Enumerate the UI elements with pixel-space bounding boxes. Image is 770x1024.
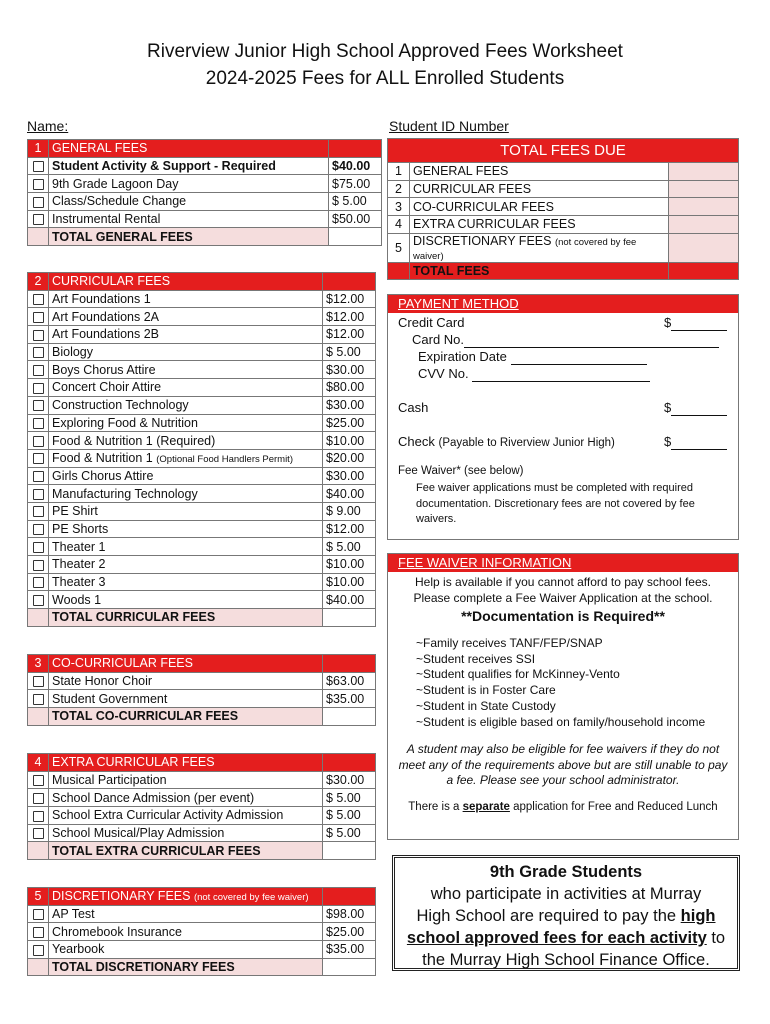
ninth-grade-line-4: the Murray High School Finance Office. — [422, 951, 710, 969]
fee-price: $12.00 — [323, 326, 376, 344]
fee-label: Biology — [49, 343, 323, 361]
name-label: Name: — [27, 118, 69, 134]
section-title: DISCRETIONARY FEES (not covered by fee waiver) — [49, 888, 323, 906]
fee-row — [28, 485, 376, 503]
fee-checkbox[interactable] — [33, 694, 44, 705]
fee-price: $63.00 — [323, 672, 376, 690]
fee-label: Class/Schedule Change — [49, 193, 329, 211]
fee-checkbox[interactable] — [33, 775, 44, 786]
fee-label: Chromebook Insurance — [49, 923, 323, 941]
fee-row — [28, 905, 376, 923]
fee-price: $12.00 — [323, 290, 376, 308]
fee-checkbox[interactable] — [33, 179, 44, 190]
fee-label: Theater 2 — [49, 556, 323, 574]
waiver-criterion: ~Student is eligible based on family/household income — [416, 714, 706, 729]
fee-checkbox[interactable] — [33, 383, 44, 394]
fee-label: Theater 3 — [49, 573, 323, 591]
fee-waiver-panel — [387, 553, 739, 840]
fee-label: Construction Technology — [49, 396, 323, 414]
fee-checkbox[interactable] — [33, 453, 44, 464]
section-number: 1 — [28, 140, 49, 158]
cvv-label: CVV No. — [418, 366, 469, 381]
fee-checkbox[interactable] — [33, 214, 44, 225]
section-number: 5 — [28, 888, 49, 906]
fee-checkbox[interactable] — [33, 471, 44, 482]
fee-row — [28, 414, 376, 432]
total-row — [388, 198, 739, 216]
section-total-label: TOTAL GENERAL FEES — [49, 228, 329, 246]
fee-checkbox[interactable] — [33, 418, 44, 429]
waiver-criterion: ~Student is in Foster Care — [416, 683, 556, 698]
fee-label: Boys Chorus Attire — [49, 361, 323, 379]
fee-row — [28, 690, 376, 708]
fee-row — [28, 824, 376, 842]
section-total-label: TOTAL CO-CURRICULAR FEES — [49, 708, 323, 726]
fee-checkbox[interactable] — [33, 489, 44, 500]
documentation-required: **Documentation is Required** — [461, 608, 665, 624]
fee-row — [28, 520, 376, 538]
total-row-value[interactable] — [669, 180, 739, 198]
fee-price: $35.00 — [323, 941, 376, 959]
fee-label: School Dance Admission (per event) — [49, 789, 323, 807]
payment-method-title: PAYMENT METHOD — [388, 295, 738, 313]
fee-checkbox[interactable] — [33, 542, 44, 553]
fee-price: $80.00 — [323, 379, 376, 397]
total-fees-label: TOTAL FEES — [410, 262, 669, 280]
fee-price: $ 5.00 — [323, 824, 376, 842]
fee-price: $40.00 — [329, 157, 382, 175]
fee-row — [28, 771, 376, 789]
expiration-label: Expiration Date — [418, 349, 507, 364]
fee-row — [28, 210, 382, 228]
payment-method-panel — [387, 294, 739, 540]
waiver-italic-note: A student may also be eligible for fee waivers if they do not meet any of the requirements above but are still unable to pay a fee. Please see your school administrator. — [398, 742, 728, 788]
fee-label: PE Shirt — [49, 502, 323, 520]
fee-label: Woods 1 — [49, 591, 323, 609]
fee-label: Musical Participation — [49, 771, 323, 789]
total-row — [388, 233, 739, 262]
fee-section-1 — [27, 139, 382, 246]
fee-price: $12.00 — [323, 308, 376, 326]
fee-checkbox[interactable] — [33, 161, 44, 172]
fee-row — [28, 396, 376, 414]
card-no-label: Card No. — [412, 332, 465, 347]
check-label: Check — [398, 434, 435, 449]
fee-price: $ 5.00 — [323, 538, 376, 556]
fee-label: Art Foundations 2B — [49, 326, 323, 344]
fee-row — [28, 432, 376, 450]
check-amount[interactable]: $ — [664, 434, 727, 450]
fee-price: $25.00 — [323, 923, 376, 941]
fee-row — [28, 538, 376, 556]
fee-checkbox[interactable] — [33, 197, 44, 208]
fee-row — [28, 941, 376, 959]
page-title — [0, 38, 770, 92]
fee-checkbox[interactable] — [33, 506, 44, 517]
fee-checkbox[interactable] — [33, 560, 44, 571]
fee-row — [28, 573, 376, 591]
fee-row — [28, 157, 382, 175]
fee-checkbox[interactable] — [33, 927, 44, 938]
fee-section-3 — [27, 654, 376, 726]
credit-card-amount[interactable]: $ — [664, 315, 727, 331]
fee-label: AP Test — [49, 905, 323, 923]
section-number: 2 — [28, 273, 49, 291]
section-total-value[interactable] — [323, 958, 376, 976]
section-total-label: TOTAL EXTRA CURRICULAR FEES — [49, 842, 323, 860]
fee-checkbox[interactable] — [33, 312, 44, 323]
fee-row — [28, 308, 376, 326]
fee-checkbox[interactable] — [33, 595, 44, 606]
fee-label: Art Foundations 1 — [49, 290, 323, 308]
fee-checkbox[interactable] — [33, 347, 44, 358]
fee-price: $98.00 — [323, 905, 376, 923]
fee-label: Instrumental Rental — [49, 210, 329, 228]
waiver-criteria-list — [388, 636, 738, 730]
check-note: (Payable to Riverview Junior High) — [438, 437, 615, 449]
fee-label: School Extra Curricular Activity Admission — [49, 807, 323, 825]
fee-checkbox[interactable] — [33, 909, 44, 920]
fee-label: Concert Choir Attire — [49, 379, 323, 397]
fee-price: $40.00 — [323, 591, 376, 609]
credit-card-label: Credit Card — [398, 315, 465, 330]
fee-label: State Honor Choir — [49, 672, 323, 690]
fee-row — [28, 343, 376, 361]
fee-price: $ 5.00 — [329, 193, 382, 211]
fee-label: PE Shorts — [49, 520, 323, 538]
cvv-field[interactable] — [472, 366, 650, 382]
total-row-value[interactable] — [669, 233, 739, 262]
fee-row — [28, 502, 376, 520]
fee-row — [28, 923, 376, 941]
ninth-grade-title: 9th Grade Students — [489, 863, 643, 881]
fee-row — [28, 193, 382, 211]
fee-price: $ 5.00 — [323, 789, 376, 807]
section-number: 4 — [28, 754, 49, 772]
section-title: CURRICULAR FEES — [49, 273, 323, 291]
fee-label: Girls Chorus Attire — [49, 467, 323, 485]
section-total-value[interactable] — [329, 228, 382, 246]
fee-price: $12.00 — [323, 520, 376, 538]
cash-amount[interactable]: $ — [664, 400, 727, 416]
total-fees-value[interactable] — [669, 262, 739, 280]
fee-price: $50.00 — [329, 210, 382, 228]
fee-label: Exploring Food & Nutrition — [49, 414, 323, 432]
fee-waiver-title: FEE WAIVER INFORMATION — [388, 554, 738, 572]
fee-waiver-text: Fee waiver applications must be completed with required documentation. Discretionary fees are not covered by fee waivers. — [416, 482, 695, 525]
fee-checkbox[interactable] — [33, 945, 44, 956]
section-title: GENERAL FEES — [49, 140, 329, 158]
fee-price: $30.00 — [323, 396, 376, 414]
fee-label: Food & Nutrition 1 (Optional Food Handlers Permit) — [49, 449, 323, 467]
fee-checkbox[interactable] — [33, 365, 44, 376]
waiver-help-1: Help is available if you cannot afford to pay school fees. — [415, 575, 711, 589]
fee-checkbox[interactable] — [33, 811, 44, 822]
total-fees-due-table — [387, 138, 739, 280]
fee-row — [28, 361, 376, 379]
fee-price: $40.00 — [323, 485, 376, 503]
fee-label: Theater 1 — [49, 538, 323, 556]
ninth-grade-line-1: who participate in activities at Murray — [430, 885, 702, 903]
total-row-value[interactable] — [669, 163, 739, 181]
total-row — [388, 180, 739, 198]
fee-section-2 — [27, 272, 376, 627]
total-row-number: 1 — [388, 163, 410, 181]
section-total-value[interactable] — [323, 708, 376, 726]
fee-label: School Musical/Play Admission — [49, 824, 323, 842]
fee-checkbox[interactable] — [33, 676, 44, 687]
section-total-label: TOTAL DISCRETIONARY FEES — [49, 958, 323, 976]
total-row-value[interactable] — [669, 216, 739, 234]
total-row-label: CO-CURRICULAR FEES — [410, 198, 669, 216]
fee-label: Art Foundations 2A — [49, 308, 323, 326]
fee-row — [28, 591, 376, 609]
title-line-1: Riverview Junior High School Approved Fees Worksheet — [147, 41, 623, 62]
ninth-grade-box — [392, 855, 740, 971]
fee-row — [28, 556, 376, 574]
total-row-label: CURRICULAR FEES — [410, 180, 669, 198]
expiration-field[interactable] — [511, 349, 647, 365]
cash-label: Cash — [398, 400, 429, 415]
section-total-value[interactable] — [323, 842, 376, 860]
fee-row — [28, 379, 376, 397]
fee-label: Food & Nutrition 1 (Required) — [49, 432, 323, 450]
fee-waiver-label: Fee Waiver* (see below) — [398, 465, 524, 477]
fee-checkbox[interactable] — [33, 828, 44, 839]
fee-price: $10.00 — [323, 573, 376, 591]
fee-checkbox[interactable] — [33, 793, 44, 804]
total-fees-due-title: TOTAL FEES DUE — [388, 139, 739, 163]
fee-checkbox[interactable] — [33, 436, 44, 447]
fee-checkbox[interactable] — [33, 400, 44, 411]
fee-checkbox[interactable] — [33, 524, 44, 535]
fee-price: $10.00 — [323, 432, 376, 450]
fee-label: Yearbook — [49, 941, 323, 959]
fee-row — [28, 789, 376, 807]
total-row-number: 4 — [388, 216, 410, 234]
total-row-label: GENERAL FEES — [410, 163, 669, 181]
fee-section-4 — [27, 753, 376, 860]
fee-row — [28, 290, 376, 308]
fee-checkbox[interactable] — [33, 577, 44, 588]
fee-price: $10.00 — [323, 556, 376, 574]
fee-price: $25.00 — [323, 414, 376, 432]
fee-label: Manufacturing Technology — [49, 485, 323, 503]
section-number: 3 — [28, 655, 49, 673]
ninth-grade-line-2: High School are required to pay the high — [416, 907, 716, 925]
fee-price: $30.00 — [323, 361, 376, 379]
fee-row — [28, 175, 382, 193]
fee-row — [28, 672, 376, 690]
fee-price: $ 5.00 — [323, 807, 376, 825]
section-title: CO-CURRICULAR FEES — [49, 655, 323, 673]
total-row-label: EXTRA CURRICULAR FEES — [410, 216, 669, 234]
fee-price: $ 9.00 — [323, 502, 376, 520]
total-row-number: 3 — [388, 198, 410, 216]
fee-price: $ 5.00 — [323, 343, 376, 361]
separate-application-note: There is a separate application for Free and Reduced Lunch — [408, 800, 718, 813]
fee-label: Student Government — [49, 690, 323, 708]
section-total-value[interactable] — [323, 609, 376, 627]
fee-price: $30.00 — [323, 771, 376, 789]
waiver-help-2: Please complete a Fee Waiver Application at the school. — [413, 591, 713, 605]
fee-row — [28, 326, 376, 344]
student-id-label: Student ID Number — [389, 118, 509, 134]
total-row — [388, 163, 739, 181]
fee-checkbox[interactable] — [33, 330, 44, 341]
fee-row — [28, 807, 376, 825]
ninth-grade-line-3: school approved fees for each activity to — [406, 929, 726, 947]
waiver-criterion: ~Student qualifies for McKinney-Vento — [416, 667, 620, 682]
waiver-criterion: ~Family receives TANF/FEP/SNAP — [416, 636, 603, 650]
fee-label: 9th Grade Lagoon Day — [49, 175, 329, 193]
total-row-label: DISCRETIONARY FEES (not covered by fee waiver) — [410, 233, 669, 262]
total-row — [388, 216, 739, 234]
title-line-2: 2024-2025 Fees for ALL Enrolled Students — [205, 68, 565, 89]
fee-row — [28, 467, 376, 485]
total-row-value[interactable] — [669, 198, 739, 216]
card-no-field[interactable] — [464, 332, 719, 348]
total-row-number: 2 — [388, 180, 410, 198]
fee-checkbox[interactable] — [33, 294, 44, 305]
fee-price: $20.00 — [323, 449, 376, 467]
fee-price: $35.00 — [323, 690, 376, 708]
total-row-number: 5 — [388, 233, 410, 262]
section-total-label: TOTAL CURRICULAR FEES — [49, 609, 323, 627]
fee-price: $75.00 — [329, 175, 382, 193]
section-title: EXTRA CURRICULAR FEES — [49, 754, 323, 772]
fee-row — [28, 449, 376, 467]
waiver-criterion: ~Student in State Custody — [416, 698, 556, 713]
fee-price: $30.00 — [323, 467, 376, 485]
fee-section-5 — [27, 887, 376, 976]
fee-label: Student Activity & Support - Required — [49, 157, 329, 175]
waiver-criterion: ~Student receives SSI — [416, 651, 536, 666]
